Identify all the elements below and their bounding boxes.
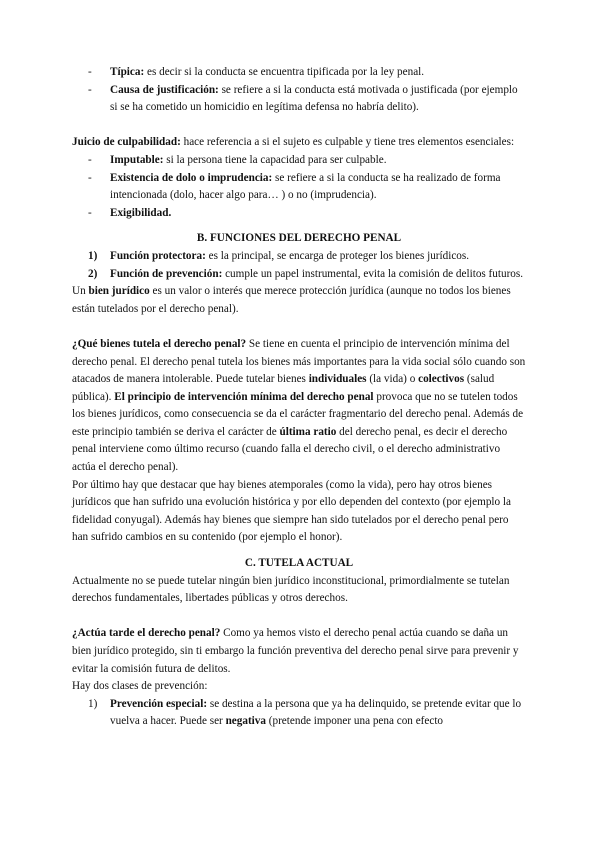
list-item: [72, 64, 526, 82]
section-heading-c: C. TUTELA ACTUAL: [244, 557, 354, 570]
term: Imputable:: [110, 153, 164, 166]
definition: es un valor o interés que merece protección jurídica (aunque no todos los bienes están tutelados por el derecho penal).: [72, 285, 511, 315]
definition: es decir si la conducta se encuentra tipificada por la ley penal.: [144, 66, 425, 78]
list-number: 2): [88, 267, 98, 280]
que-bienes-paragraph: [72, 336, 526, 477]
spacer: [72, 222, 526, 230]
spacer: [72, 547, 526, 555]
dash-bullet: -: [88, 153, 92, 166]
text-run: (pretende imponer una pena con efecto: [265, 715, 444, 728]
term: Típica:: [110, 66, 145, 78]
list-item: [72, 82, 526, 117]
bullet-list-culpabilidad: [72, 152, 526, 222]
bold-run: última ratio: [279, 425, 337, 438]
document-page: [72, 64, 526, 731]
bold-run: colectivos: [418, 373, 465, 386]
term: Juicio de culpabilidad:: [72, 136, 181, 149]
definition: es la principal, se encarga de proteger los bienes jurídicos.: [205, 249, 470, 262]
dash-bullet: -: [88, 171, 92, 184]
bien-juridico-paragraph: [72, 283, 526, 318]
definition: cumple un papel instrumental, evita la comisión de delitos futuros.: [222, 267, 524, 280]
bullet-list-tipicidad: [72, 64, 526, 117]
term: Función de prevención:: [110, 267, 223, 280]
clases-paragraph: Hay dos clases de prevención:: [72, 680, 208, 693]
list-item: [72, 170, 526, 205]
text-run: Un: [72, 285, 89, 298]
list-item: [72, 696, 526, 731]
term: bien jurídico: [88, 285, 150, 298]
text-run: se destina a la persona que ya ha delinquido, se pretende evitar que lo vuelva a hacer. Puede ser: [110, 697, 522, 728]
tarde-paragraph: [72, 625, 526, 678]
dash-bullet: -: [88, 66, 92, 78]
bold-run: negativa: [225, 715, 266, 728]
section-heading-b: B. FUNCIONES DEL DERECHO PENAL: [196, 232, 402, 245]
list-item: [72, 152, 526, 170]
text-run: (la vida) o: [366, 373, 419, 386]
list-item: [72, 248, 526, 266]
text-run: del derecho penal, es decir el derecho penal interviene como último recurso (cuando falla el derecho civil, o el derecho administrativo actúa el derecho penal).: [72, 425, 508, 474]
definition: hace referencia a si el sujeto es culpable y tiene tres elementos esenciales:: [180, 136, 515, 149]
spacer: [72, 608, 526, 626]
dash-bullet: -: [88, 83, 92, 96]
term: Existencia de dolo o imprudencia:: [110, 171, 273, 184]
text-run: provoca que no se tutelen todos los bienes jurídicos, como consecuencia se da el carácter fragmentario del derecho penal. Además de este principio también se deriva el carácter de: [72, 390, 524, 438]
dash-bullet: -: [88, 206, 92, 219]
actual-paragraph: Actualmente no se puede tutelar ningún bien jurídico inconstitucional, primordialmente se tutelan derechos fundamentales, libertades públicas y otros derechos.: [72, 574, 510, 605]
definition: se refiere a si la conducta se ha realizado de forma intencionada (dolo, hacer algo para… ) o no (imprudencia).: [110, 171, 501, 202]
text-run: (salud pública).: [72, 373, 495, 403]
question: ¿Qué bienes tutela el derecho penal?: [72, 337, 247, 350]
text-run: Se tiene en cuenta el principio de intervención mínima del derecho penal. El derecho penal tutela los bienes más importantes para la vida social sólo cuando son atacados de manera intolerable. Puede tutelar bienes: [72, 337, 526, 386]
ultimo-paragraph: Por último hay que destacar que hay bienes atemporales (como la vida), pero hay otros bienes jurídicos que han sufrido una evolución histórica y por ello dependen del contexto (por ejemplo la fidelidad conyugal). Además hay bienes que siempre han sido tutelados por el derecho penal pero han sufrido cambios en su contenido (por ejemplo el honor).: [72, 478, 511, 544]
term: Función protectora:: [110, 249, 206, 262]
juicio-paragraph: [72, 134, 526, 152]
term: Prevención especial:: [110, 697, 208, 710]
spacer: [72, 318, 526, 336]
term: Causa de justificación:: [110, 83, 219, 96]
list-number: 1): [88, 697, 98, 710]
list-item: [72, 266, 526, 284]
numbered-list-prevencion: [72, 696, 526, 731]
numbered-list-funciones: [72, 248, 526, 283]
bold-run: El principio de intervención mínima del derecho penal: [114, 390, 374, 403]
definition: se refiere a si la conducta está motivada o justificada (por ejemplo si se ha cometido un homicidio en legítima defensa no habría delito).: [110, 83, 518, 114]
bold-run: individuales: [308, 373, 367, 386]
spacer: [72, 117, 526, 135]
definition: si la persona tiene la capacidad para ser culpable.: [163, 153, 387, 166]
question: ¿Actúa tarde el derecho penal?: [72, 627, 221, 640]
term: Exigibilidad.: [110, 206, 172, 219]
list-item: [72, 205, 526, 223]
text-run: Como ya hemos visto el derecho penal actúa cuando se daña un bien jurídico protegido, sin ti embargo la función preventiva del derecho penal sirve para prevenir y evitar la comisión futura de delitos.: [72, 627, 519, 675]
list-number: 1): [88, 249, 98, 262]
